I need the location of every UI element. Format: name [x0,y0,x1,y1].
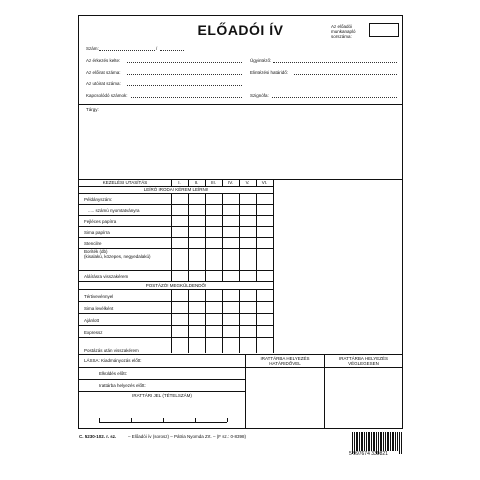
post-row: Postázás után visszakérem [84,348,139,353]
field-number-line[interactable] [99,50,155,51]
archive-left-row: Elküldés előtt: [99,371,128,376]
footer-code: C. 5230-102. r. sz. [79,434,117,439]
field-previous-line[interactable] [127,74,242,75]
field-arrival-label: Az érkezés kelte: [86,58,121,63]
field-signature-label: Szignófa: [250,93,269,98]
field-number-label: Szám: [86,46,99,51]
form-title: ELŐADÓI ÍV [197,22,284,38]
handling-header: KEZELÉSI UTASÍTÁS [102,180,148,185]
subject-label: Tárgy: [86,107,99,112]
post-row: Sima levélként [84,306,114,311]
office-row: Boríték (db) (kisalakú, közepes, negyedalakú) [84,249,151,259]
field-next-line[interactable] [127,85,242,86]
archive-left-row: Irattárba helyezés előtt: [99,383,146,388]
barcode-digits: 5 997674 330821 [349,451,388,457]
col-4: IV. [227,180,234,185]
archive-left-row: LÁSSA: Kiadmányozás előtt: [84,358,142,363]
office-row: Sima papírra [84,230,110,235]
col-2: II. [194,180,199,185]
office-section-header: LEÍRÓ IRODA! KÉREM LEÍRNI! [143,187,209,192]
office-row: Aláírásra visszakérem [84,274,129,279]
field-number-year-line[interactable] [160,50,184,51]
field-related-label: Kapcsolódó számok: [86,93,128,98]
presenter-sheet-form: ELŐADÓI ÍV Az előadói munkanapló sorszáma: Szám: / Az érkezés kelte: Az előirat száma: Az utóirat száma: Kapcsolódó számok: Ügyintéző: Elintézési határidő: Szignófa: Tárgy: KEZELÉSI UTASÍTÁS I. II. III. IV. V. VI. LEÍRÓ IRODA! KÉREM LEÍRNI! Példányszám: ..... számú nyomtatványra Fejléces papírra Sima papírra Stencilre Boríték (db) (kisalakú, közepes, negyedalakú) Aláírásra visszakérem POSTÁZÓ! MEGKÜLDENDŐ! Tértivevénnyel Sima levélként Ajánlott Expressz Postázás után visszakérem LÁSSA: Kiadmányozás előtt: Elküldés előtt: Irattárba helyezés előtt: IRATTÁRI JEL (TÉTELSZÁM) IRATTÁRBA HELYEZÉS HATÁRIDŐVEL IRATTÁRBA HELYEZÉS VÉGLEGESEN [78,15,403,429]
footer-text: – Előadói ív (sorosz) – Pátria Nyomda Zrt. – (F sz.: 0-8398) [128,434,247,439]
field-next-label: Az utóirat száma: [86,81,121,86]
archive-final-label: IRATTÁRBA HELYEZÉS VÉGLEGESEN [338,356,389,366]
field-officer-label: Ügyintéző: [250,58,272,63]
subject-area[interactable] [85,114,397,178]
office-row: Stencilre [84,241,102,246]
col-6: VI. [261,180,268,185]
col-5: V. [245,180,250,185]
field-deadline-line[interactable] [294,74,397,75]
col-3: III. [210,180,216,185]
post-section-header: POSTÁZÓ! MEGKÜLDENDŐ! [145,283,207,288]
post-row: Ajánlott [84,318,100,323]
field-arrival-line[interactable] [127,62,242,63]
field-previous-label: Az előirat száma: [86,70,121,75]
office-row: Példányszám: [84,197,113,202]
corner-label: Az előadói munkanapló sorszáma: [331,24,356,39]
field-signature-line[interactable] [272,97,397,98]
register-number-box[interactable] [369,23,399,37]
field-deadline-label: Elintézési határidő: [250,70,289,75]
post-row: Tértivevénnyel [84,294,114,299]
office-row: ..... számú nyomtatványra [88,208,140,213]
archive-sign-label: IRATTÁRI JEL (TÉTELSZÁM) [132,393,192,398]
archive-deadline-label: IRATTÁRBA HELYEZÉS HATÁRIDŐVEL [260,356,310,366]
col-1: I. [178,180,181,185]
field-officer-line[interactable] [273,62,397,63]
field-related-line[interactable] [131,97,242,98]
office-row: Fejléces papírra [84,219,117,224]
post-row: Expressz [84,330,103,335]
